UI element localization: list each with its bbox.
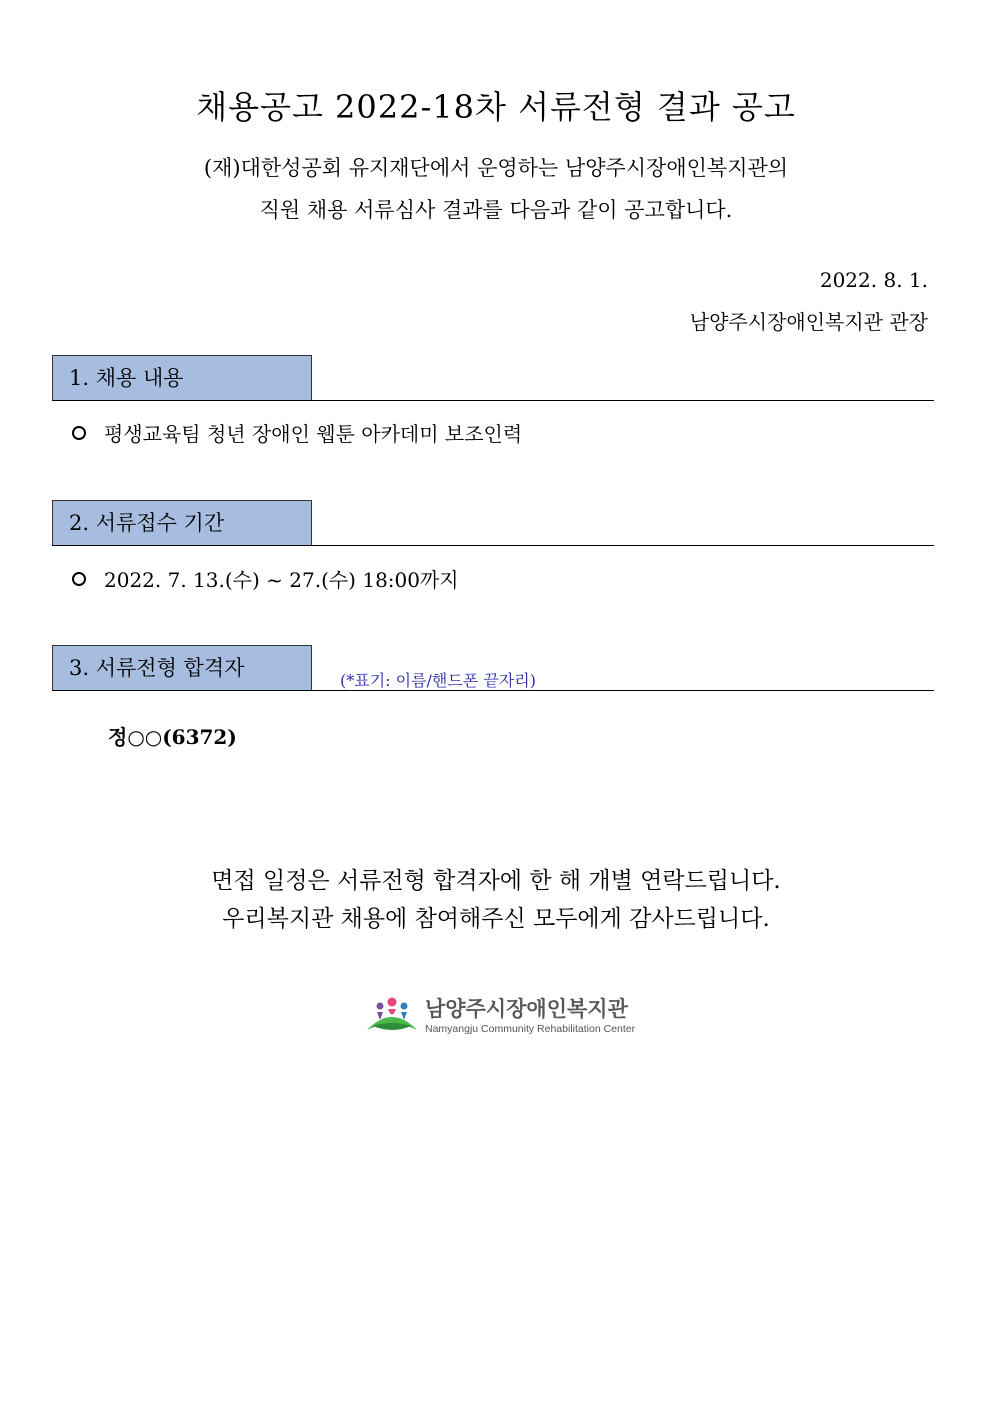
organization-logo [365,990,635,1038]
section-divider [52,690,934,691]
section-heading-passers: 3. 서류전형 합격자 [52,645,312,691]
list-item [72,564,459,593]
circle-bullet-icon [72,426,86,440]
intro-line-1: (재)대한성공회 유지재단에서 운영하는 남양주시장애인복지관의 [203,156,789,180]
section-heading-period: 2. 서류접수 기간 [52,500,312,546]
passer-entry: 정○○(6372) [108,725,237,749]
logo-name-english: Namyangju Community Rehabilitation Center [425,1023,636,1035]
organization-emblem-icon [365,990,419,1038]
section-heading-recruitment: 1. 채용 내용 [52,355,312,401]
logo-name-korean: 남양주시장애인복지관 [425,997,628,1021]
page-title: 채용공고 2022-18차 서류전형 결과 공고 [196,88,796,126]
recruitment-position: 평생교육팀 청년 장애인 웹툰 아카데미 보조인력 [104,422,523,446]
circle-bullet-icon [72,572,86,586]
logo-text [425,993,635,1035]
issuer-name: 남양주시장애인복지관 관장 [689,310,928,334]
application-period: 2022. 7. 13.(수) ~ 27.(수) 18:00까지 [104,568,459,592]
notation-note: (*표기: 이름/핸드폰 끝자리) [340,671,536,690]
section-divider [52,545,934,546]
list-item [72,418,522,447]
announcement-date: 2022. 8. 1. [819,268,928,292]
closing-line-1: 면접 일정은 서류전형 합격자에 한 해 개별 연락드립니다. [211,868,781,894]
closing-line-2: 우리복지관 채용에 참여해주신 모두에게 감사드립니다. [222,906,770,932]
intro-line-2: 직원 채용 서류심사 결과를 다음과 같이 공고합니다. [259,198,733,222]
section-divider [52,400,934,401]
